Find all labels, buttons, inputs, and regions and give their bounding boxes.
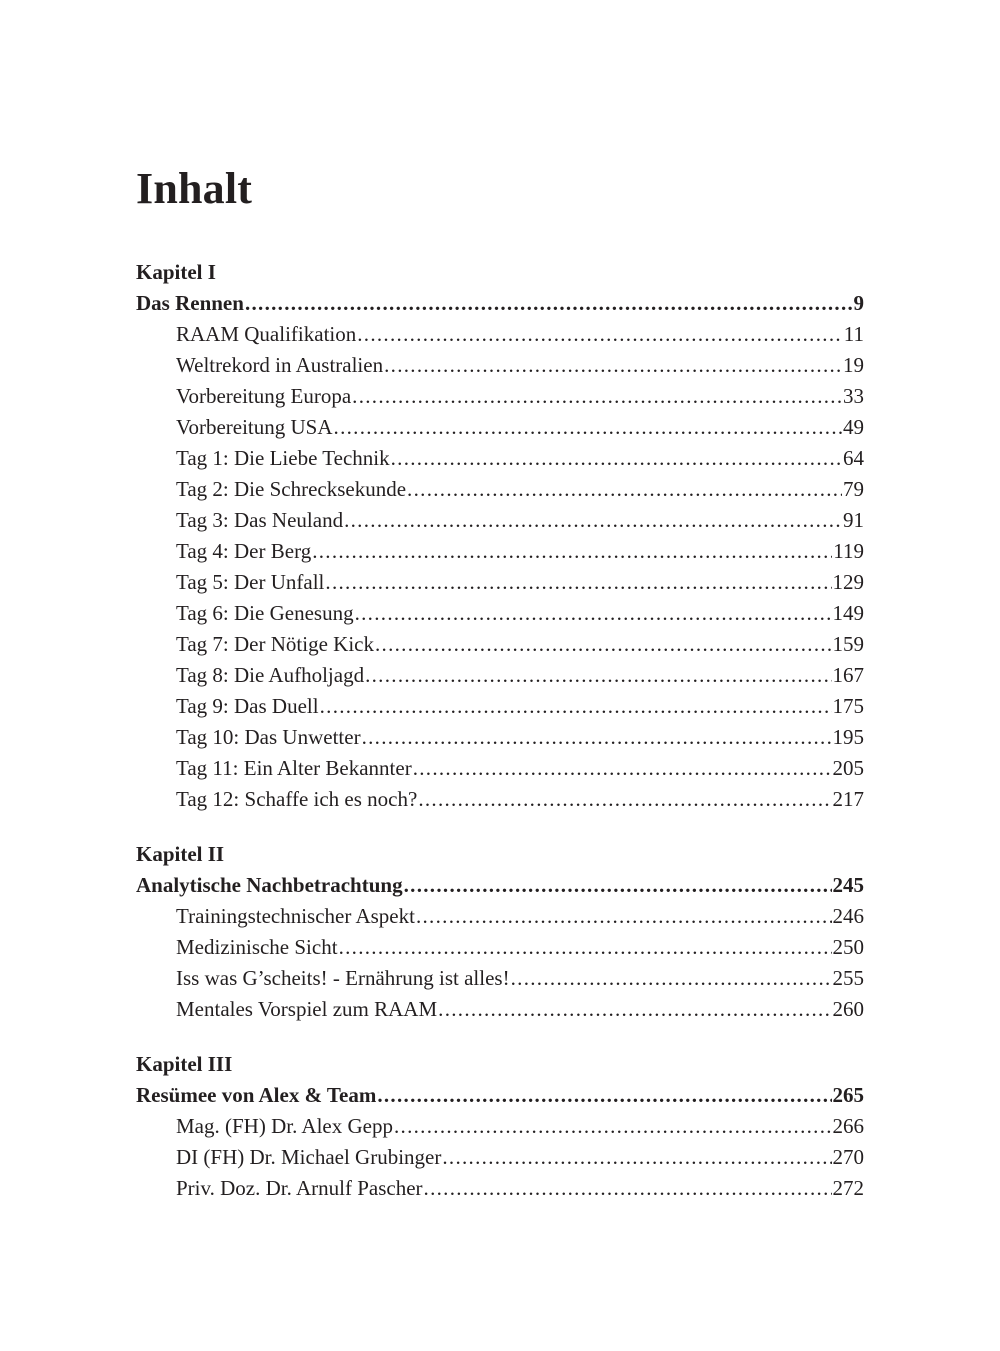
toc-entry — [136, 932, 864, 963]
toc-entry — [136, 319, 864, 350]
toc-entry-title: Tag 12: Schaffe ich es noch? — [176, 787, 418, 811]
toc-entry — [136, 505, 864, 536]
dot-leader — [407, 474, 842, 505]
toc-entry-title: Tag 9: Das Duell — [176, 694, 319, 718]
table-of-contents — [136, 257, 864, 1228]
toc-page-number: 266 — [832, 1114, 864, 1138]
dot-leader — [339, 932, 832, 963]
toc-entry-title: Priv. Doz. Dr. Arnulf Pascher — [176, 1176, 423, 1200]
toc-entry — [136, 536, 864, 567]
toc-page-number: 33 — [843, 384, 864, 408]
toc-entry-title: Mentales Vorspiel zum RAAM — [176, 997, 438, 1021]
toc-page-number: 64 — [843, 446, 864, 470]
dot-leader — [442, 1142, 831, 1173]
toc-entry-title: Tag 11: Ein Alter Bekannter — [176, 756, 412, 780]
toc-entry-title: Tag 7: Der Nötige Kick — [176, 632, 374, 656]
dot-leader — [362, 722, 832, 753]
toc-page-number: 245 — [832, 873, 864, 897]
dot-leader — [394, 1111, 832, 1142]
toc-page-number: 159 — [832, 632, 864, 656]
dot-leader — [357, 319, 843, 350]
toc-entry — [136, 753, 864, 784]
toc-entry — [136, 994, 864, 1025]
toc-entry — [136, 412, 864, 443]
toc-page-number: 79 — [843, 477, 864, 501]
toc-page-number: 260 — [832, 997, 864, 1021]
toc-page-number: 9 — [853, 291, 864, 315]
dot-leader — [245, 288, 853, 319]
toc-entry-title: Vorbereitung Europa — [176, 384, 352, 408]
dot-leader — [424, 1173, 832, 1204]
toc-entry — [136, 1142, 864, 1173]
toc-page-number: 265 — [832, 1083, 864, 1107]
chapter-heading-entry — [136, 1080, 864, 1111]
dot-leader — [375, 629, 832, 660]
toc-page-number: 119 — [833, 539, 864, 563]
toc-entry — [136, 474, 864, 505]
toc-entry-title: Weltrekord in Australien — [176, 353, 384, 377]
toc-page-number: 270 — [832, 1145, 864, 1169]
dot-leader — [312, 536, 832, 567]
toc-entry-title: Tag 10: Das Unwetter — [176, 725, 361, 749]
toc-page-number: 195 — [832, 725, 864, 749]
toc-entry — [136, 350, 864, 381]
toc-entry — [136, 567, 864, 598]
toc-entry-title: Analytische Nachbetrachtung — [136, 873, 403, 897]
dot-leader — [404, 870, 832, 901]
toc-entry — [136, 1111, 864, 1142]
toc-entry-title: Tag 1: Die Liebe Technik — [176, 446, 390, 470]
toc-page-number: 175 — [832, 694, 864, 718]
toc-entry — [136, 1173, 864, 1204]
toc-entry-title: Tag 2: Die Schrecksekunde — [176, 477, 407, 501]
toc-page-number: 129 — [832, 570, 864, 594]
toc-page-number: 217 — [832, 787, 864, 811]
dot-leader — [365, 660, 831, 691]
toc-entry-title: Medizinische Sicht — [176, 935, 338, 959]
chapter-label: Kapitel II — [136, 842, 225, 866]
toc-page-number: 19 — [843, 353, 864, 377]
toc-entry-title: Tag 5: Der Unfall — [176, 570, 325, 594]
toc-entry-title: Vorbereitung USA — [176, 415, 333, 439]
toc-entry — [136, 963, 864, 994]
toc-entry — [136, 722, 864, 753]
chapter-label: Kapitel I — [136, 260, 216, 284]
dot-leader — [511, 963, 832, 994]
toc-entry — [136, 381, 864, 412]
toc-entry-title: Iss was G’scheits! - Ernährung ist alles! — [176, 966, 510, 990]
toc-entry-title: Tag 3: Das Neuland — [176, 508, 344, 532]
dot-leader — [384, 350, 842, 381]
toc-page-number: 255 — [832, 966, 864, 990]
toc-page-number: 11 — [843, 322, 864, 346]
toc-entry-title: Tag 8: Die Aufholjagd — [176, 663, 365, 687]
toc-entry-title: Tag 4: Der Berg — [176, 539, 312, 563]
page-title: Inhalt — [136, 164, 253, 213]
toc-entry — [136, 598, 864, 629]
toc-page-number: 205 — [832, 756, 864, 780]
dot-leader — [416, 901, 832, 932]
toc-entry — [136, 660, 864, 691]
chapter-section — [136, 1049, 864, 1204]
toc-page-number: 167 — [832, 663, 864, 687]
dot-leader — [320, 691, 832, 722]
dot-leader — [355, 598, 832, 629]
toc-entry — [136, 629, 864, 660]
toc-page-number: 250 — [832, 935, 864, 959]
toc-entry-title: Das Rennen — [136, 291, 244, 315]
dot-leader — [438, 994, 831, 1025]
toc-page-number: 272 — [832, 1176, 864, 1200]
dot-leader — [377, 1080, 831, 1111]
toc-page-number: 91 — [843, 508, 864, 532]
dot-leader — [391, 443, 842, 474]
toc-page-number: 246 — [832, 904, 864, 928]
chapter-label: Kapitel III — [136, 1052, 233, 1076]
dot-leader — [325, 567, 831, 598]
toc-entry-title: DI (FH) Dr. Michael Grubinger — [176, 1145, 442, 1169]
toc-entry — [136, 784, 864, 815]
chapter-heading-entry — [136, 870, 864, 901]
toc-entry-title: RAAM Qualifikation — [176, 322, 357, 346]
toc-page-number: 49 — [843, 415, 864, 439]
toc-entry-title: Trainingstechnischer Aspekt — [176, 904, 415, 928]
chapter-section — [136, 257, 864, 815]
toc-entry-title: Mag. (FH) Dr. Alex Gepp — [176, 1114, 393, 1138]
chapter-section — [136, 839, 864, 1025]
dot-leader — [418, 784, 831, 815]
dot-leader — [344, 505, 842, 536]
dot-leader — [334, 412, 842, 443]
toc-entry — [136, 691, 864, 722]
toc-entry — [136, 443, 864, 474]
dot-leader — [413, 753, 832, 784]
dot-leader — [352, 381, 842, 412]
chapter-heading-entry — [136, 288, 864, 319]
toc-page-number: 149 — [832, 601, 864, 625]
toc-entry — [136, 901, 864, 932]
toc-entry-title: Tag 6: Die Genesung — [176, 601, 354, 625]
toc-entry-title: Resümee von Alex & Team — [136, 1083, 377, 1107]
